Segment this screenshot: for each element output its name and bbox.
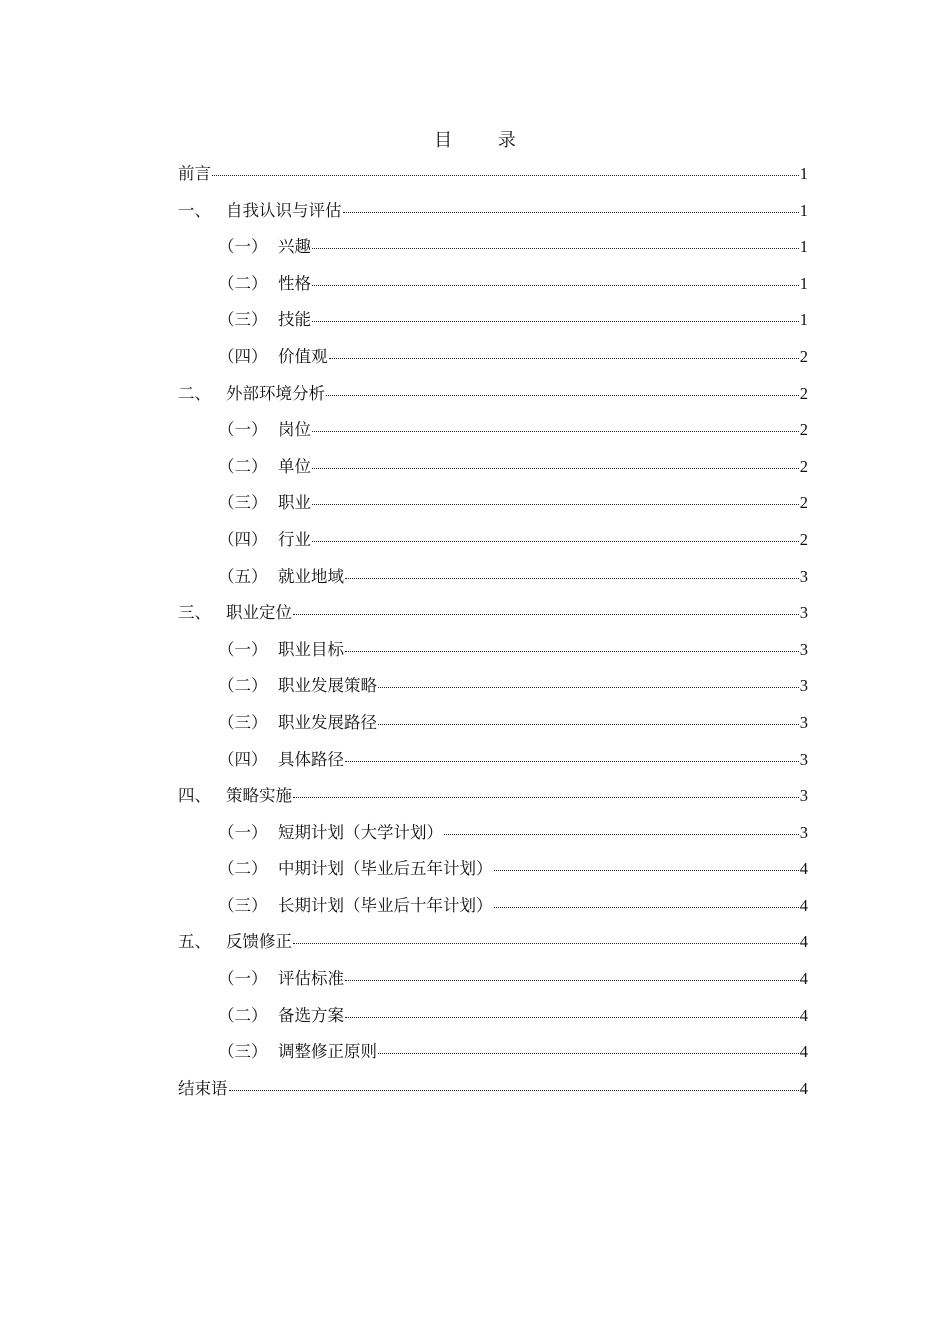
- toc-entry-number: （一）: [218, 969, 268, 989]
- toc-entry-title: 就业地域: [278, 566, 344, 586]
- toc-entry-page-number: 3: [799, 603, 808, 623]
- toc-entry-number: （五）: [218, 566, 268, 586]
- toc-entry-number: 五、: [178, 932, 211, 952]
- toc-entry-title: 技能: [278, 310, 311, 330]
- toc-entry-title: 职业发展路径: [278, 712, 377, 732]
- toc-entry[interactable]: [178, 559, 808, 596]
- toc-entry-page-number: 1: [799, 164, 808, 183]
- dot-leader: [312, 503, 799, 505]
- toc-entry-page-number: 2: [799, 383, 808, 403]
- dot-leader: [312, 430, 799, 432]
- toc-entry-page-number: 1: [799, 200, 808, 220]
- toc-entry-page-number: 4: [799, 895, 808, 915]
- toc-entry[interactable]: [178, 668, 808, 705]
- dot-leader: [345, 760, 799, 762]
- toc-entry-number: （三）: [218, 1042, 268, 1062]
- dot-leader: [312, 540, 799, 542]
- toc-entry-number: 一、: [178, 200, 211, 220]
- toc-entry-number: （四）: [218, 749, 268, 769]
- dot-leader: [312, 320, 799, 322]
- dot-leader: [293, 613, 799, 615]
- toc-entry-page-number: 1: [799, 310, 808, 330]
- toc-entry-title: 兴趣: [278, 237, 311, 257]
- toc-entry-number: （三）: [218, 712, 268, 732]
- toc-entry[interactable]: [178, 1071, 808, 1108]
- toc-entry[interactable]: [178, 339, 808, 376]
- toc-entry-page-number: 4: [799, 969, 808, 989]
- toc-entry-title: 短期计划（大学计划）: [278, 822, 443, 842]
- toc-entry-number: （一）: [218, 420, 268, 440]
- toc-entry-page-number: 3: [799, 786, 808, 806]
- toc-entry-page-number: 4: [799, 859, 808, 879]
- toc-entry-page-number: 3: [799, 676, 808, 696]
- dot-leader: [312, 284, 799, 286]
- toc-entry-title: 备选方案: [278, 1005, 344, 1025]
- toc-entry-page-number: 3: [799, 822, 808, 842]
- toc-entry-title: 结束语: [178, 1078, 228, 1098]
- toc-entry-number: （一）: [218, 639, 268, 659]
- toc-entry-number: （二）: [218, 273, 268, 293]
- toc-entry-title: 外部环境分析: [226, 383, 325, 403]
- toc-entry-title: 中期计划（毕业后五年计划）: [278, 859, 493, 879]
- toc-entry-number: （四）: [218, 346, 268, 366]
- dot-leader: [345, 577, 799, 579]
- dot-leader: [293, 796, 799, 798]
- toc-entry[interactable]: [178, 266, 808, 303]
- toc-entry-title: 具体路径: [278, 749, 344, 769]
- toc-entry-title: 前言: [178, 164, 211, 183]
- toc-entry[interactable]: [178, 924, 808, 961]
- dot-leader: [329, 357, 799, 359]
- toc-entry[interactable]: [178, 449, 808, 486]
- toc-entry-title: 单位: [278, 456, 311, 476]
- toc-entry-number: 四、: [178, 786, 211, 806]
- dot-leader: [444, 833, 799, 835]
- toc-entry-page-number: 1: [799, 237, 808, 257]
- toc-entry-page-number: 3: [799, 639, 808, 659]
- toc-entry-title: 岗位: [278, 420, 311, 440]
- toc-entry-title: 职业定位: [226, 603, 292, 623]
- dot-leader: [312, 247, 799, 249]
- toc-entry-page-number: 2: [799, 456, 808, 476]
- dot-leader: [378, 686, 799, 688]
- toc-entry-page-number: 4: [799, 1078, 808, 1098]
- dot-leader: [378, 723, 799, 725]
- toc-entry[interactable]: [178, 742, 808, 779]
- toc-entry-page-number: 3: [799, 566, 808, 586]
- toc-entry-number: （一）: [218, 237, 268, 257]
- toc-entry[interactable]: [178, 851, 808, 888]
- toc-entry[interactable]: [178, 998, 808, 1035]
- toc-entry-page-number: 3: [799, 749, 808, 769]
- toc-entry-number: （三）: [218, 493, 268, 513]
- toc-entry-number: （二）: [218, 676, 268, 696]
- toc-entry[interactable]: [178, 632, 808, 669]
- dot-leader: [345, 979, 799, 981]
- dot-leader: [293, 942, 799, 944]
- toc-entry-page-number: 4: [799, 932, 808, 952]
- toc-entry-number: （三）: [218, 310, 268, 330]
- toc-entry-number: 二、: [178, 383, 211, 403]
- toc-entry-page-number: 3: [799, 712, 808, 732]
- toc-entry-page-number: 2: [799, 346, 808, 366]
- toc-entry[interactable]: [178, 705, 808, 742]
- dot-leader: [494, 869, 799, 871]
- table-of-contents: [178, 156, 808, 1107]
- toc-entry[interactable]: [178, 485, 808, 522]
- toc-entry[interactable]: [178, 376, 808, 413]
- toc-entry[interactable]: [178, 815, 808, 852]
- toc-entry-number: （一）: [218, 822, 268, 842]
- toc-entry[interactable]: [178, 302, 808, 339]
- toc-entry[interactable]: [178, 595, 808, 632]
- toc-entry[interactable]: [178, 156, 808, 193]
- toc-entry[interactable]: [178, 412, 808, 449]
- toc-entry-title: 职业: [278, 493, 311, 513]
- toc-entry-title: 评估标准: [278, 969, 344, 989]
- toc-entry-title: 价值观: [278, 346, 328, 366]
- toc-entry-number: （二）: [218, 1005, 268, 1025]
- toc-entry-number: （三）: [218, 895, 268, 915]
- toc-entry-number: （二）: [218, 456, 268, 476]
- toc-entry[interactable]: [178, 522, 808, 559]
- dot-leader: [343, 211, 799, 213]
- dot-leader: [326, 394, 799, 396]
- toc-entry-page-number: 4: [799, 1005, 808, 1025]
- toc-title: 目 录: [434, 130, 536, 151]
- toc-entry-title: 自我认识与评估: [226, 200, 342, 220]
- toc-entry-page-number: 2: [799, 493, 808, 513]
- toc-entry-page-number: 2: [799, 529, 808, 549]
- toc-entry-number: （四）: [218, 529, 268, 549]
- toc-entry[interactable]: [178, 961, 808, 998]
- dot-leader: [345, 1016, 799, 1018]
- toc-entry-title: 反馈修正: [226, 932, 292, 952]
- toc-entry-page-number: 1: [799, 273, 808, 293]
- toc-entry-title: 职业发展策略: [278, 676, 377, 696]
- toc-entry[interactable]: [178, 1034, 808, 1071]
- toc-entry-title: 策略实施: [226, 786, 292, 806]
- dot-leader: [212, 174, 799, 176]
- dot-leader: [345, 650, 799, 652]
- dot-leader: [378, 1052, 799, 1054]
- dot-leader: [229, 1089, 799, 1091]
- toc-entry[interactable]: [178, 229, 808, 266]
- toc-entry[interactable]: [178, 193, 808, 230]
- toc-entry[interactable]: [178, 778, 808, 815]
- toc-entry-number: （二）: [218, 859, 268, 879]
- toc-entry-title: 长期计划（毕业后十年计划）: [278, 895, 493, 915]
- toc-entry-title: 行业: [278, 529, 311, 549]
- toc-entry-title: 职业目标: [278, 639, 344, 659]
- toc-entry[interactable]: [178, 888, 808, 925]
- dot-leader: [312, 467, 799, 469]
- toc-entry-title: 性格: [278, 273, 311, 293]
- toc-entry-page-number: 2: [799, 420, 808, 440]
- toc-entry-number: 三、: [178, 603, 211, 623]
- toc-entry-title: 调整修正原则: [278, 1042, 377, 1062]
- toc-entry-page-number: 4: [799, 1042, 808, 1062]
- dot-leader: [494, 906, 799, 908]
